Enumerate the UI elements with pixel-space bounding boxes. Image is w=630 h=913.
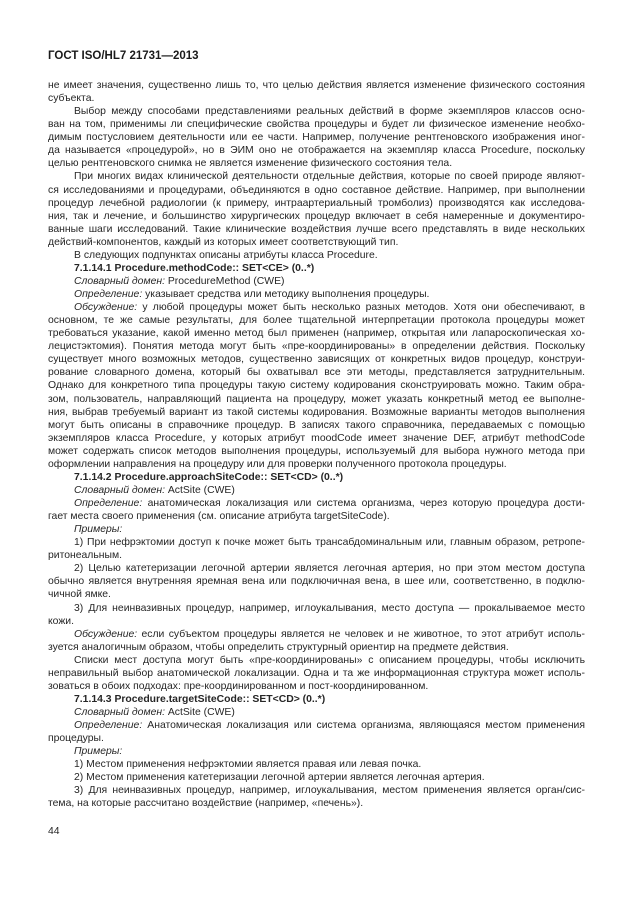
text-line: могут быть описаны в справочнике процедур. В записях такого справочника, передаваемых с помощью [48,419,585,431]
text-line [48,484,585,497]
text-span: если субъектом процедуры является не человек и не животное, то этот атрибут исполь- [137,628,585,640]
document-header: ГОСТ ISO/HL7 21731—2013 [48,50,199,62]
text-line: процедур лечебной радиологии (к примеру, интраартериальный тромболиз) производятся как исследова- [48,197,585,209]
text-line: зом, пользователь, направляющий пациента на процедуру, может указать конкретный метод ее выполне- [48,393,585,405]
text-line: ся исследованиями и процедурами, объединяются в одно составное действие. Например, при выполнении [48,184,585,196]
term-label: Определение: [74,720,143,732]
text-line: обычно является внутренняя яремная вена или подключичная вена, в шее или, соответственно, в подклю- [48,576,585,588]
text-line: 3) Для неинвазивных процедур, например, иглоукалывания, местом применения является орган/сис- [74,785,585,797]
text-line: требоваться указание, какой именно метод был применен (например, открытая или лапароскопическая хо- [48,328,585,340]
text-line: 1) При нефрэктомии доступ к почке может быть трансабдоминальным или, главным образом, ретропе- [74,537,585,549]
text-line: целью рентгеновского снимка не является изменение физического состояния тела. [48,158,453,170]
text-line [48,275,585,288]
text-line: не имеет значения, существенно лишь то, что целью действия является изменение физического состояния [48,80,585,91]
text-line: Однако для конкретного типа процедуры такую систему кодирования сконструировать можно. Таким обра- [48,380,585,392]
section-heading: 7.1.14.2 Procedure.approachSiteCode:: SET<CD> (0..*) [74,471,344,483]
document-body [48,79,585,811]
term-label: Словарный домен: [74,484,165,496]
text-line: ния, так и лечение, и большинство хирургических процедур включает в себя намеренные и документиро- [48,210,585,222]
text-line: 2) Целью катетеризации легочной артерии является легочная артерия, но при этом местом доступа [74,563,585,575]
term-label: Определение: [74,289,143,300]
text-line: может содержать список методов выполнения процедуры, используемый для выбора нужного метода при [48,445,585,457]
term-label: Словарный домен: [74,707,165,718]
text-line: действий-компонентов, каждый из которых имеет соответствующий тип. [48,236,399,248]
text-line: неправильный выбор анатомической локализации. Одна и та же информационная структура может исполь- [48,667,585,679]
text-span: ActSite (CWE) [164,707,235,718]
text-span: Анатомическая локализация или система организма, являющаяся местом применения [142,720,585,732]
text-line: экземпляров класса Procedure, у которых атрибут moodCode имеет значение DEF, атрибут methodCode [48,432,585,444]
text-line [48,301,585,314]
text-line [48,719,585,732]
text-line: кожи. [48,615,74,627]
text-line: зоваться в обоих подходах: пре-координированном и пост-координированном. [48,680,429,692]
term-label: Определение: [74,498,143,509]
text-span: ActSite (CWE) [164,484,235,496]
text-line: ритонеальным. [48,550,123,562]
page-number: 44 [48,826,60,837]
section-heading: 7.1.14.1 Procedure.methodCode:: SET<CE> (0..*) [74,262,315,274]
text-line: димым постусловием деятельности или ее части. Например, получение рентгеновского изображения иног- [48,132,585,144]
text-line [48,262,585,275]
text-line: рование словарного домена, который бы охватывал все эти методы, представляется затруднительным. [48,367,585,379]
text-line [48,497,585,510]
text-line: 2) Местом применения катетеризации легочной артерии является легочная артерия. [74,772,485,784]
text-line: Списки мест доступа могут быть «пре-координированы» с описанием процедуры, чтобы исключить [74,654,585,666]
text-line: субъекта. [48,93,95,105]
text-line [48,628,585,641]
text-line: да называется «процедурой», но в ЭИМ оно не отображается на экземпляр класса Procedure, поскольку [48,145,585,157]
term-label: Словарный домен: [74,275,165,287]
text-line: зуется аналогичным образом, чтобы определить структурный ориентир на предмете действия. [48,641,509,653]
text-line: тема, на которые рассчитано воздействие (например, «печень»). [48,798,364,810]
text-line: В следующих подпунктах описаны атрибуты класса Procedure. [74,249,378,261]
text-line: основном, те же самые результаты, для более тщательной интерпретации протокола процедуры может [48,315,585,327]
text-span: анатомическая локализация или система организма, через которую процедура дости- [142,498,585,509]
text-line: ния, выбрав требуемый вариант из такой системы кодирования. Возможные варианты методов выполнения [48,406,585,418]
text-span: ProcedureMethod (CWE) [164,275,285,287]
text-line: 1) Местом применения нефрэктомии является правая или левая почка. [74,759,422,771]
text-line [48,288,585,301]
text-line: процедуры. [48,733,104,745]
term-label: Примеры: [74,524,123,536]
text-line: существует много возможных методов, существенно зависящих от конкретных видов процедур, конструи- [48,354,585,366]
text-line: При многих видах клинической деятельности отдельные действия, которые по своей природе являют- [74,171,585,183]
text-line: ван на том, применимы ли специфические свойства процедуры и будет ли физическое изменение необхо- [48,119,585,131]
text-line: чичной ямке. [48,589,111,601]
text-line [48,745,585,758]
term-label: Примеры: [74,746,123,758]
text-line: гает места своего применения (см. описание атрибута targetSiteCode). [48,511,390,523]
term-label: Обсуждение: [74,302,138,314]
text-line: лецистэктомия). Понятия метода могут быть «пре-координированы» в определении действия. Поскольку [48,341,585,353]
text-line: 3) Для неинвазивных процедур, например, иглоукалывания, место доступа — прокалываемое место [74,602,585,614]
text-line: оформлении направления на процедуру или для проверки полученного протокола процедуры. [48,458,507,470]
text-span: у любой процедуры может быть несколько разных методов. Хотя они обеспечивают, в [137,302,585,314]
section-heading: 7.1.14.3 Procedure.targetSiteCode:: SET<CD> (0..*) [74,693,326,705]
text-line [48,706,585,719]
text-line [48,523,585,536]
text-span: указывает средства или методику выполнения процедуры. [142,289,430,300]
text-line: Выбор между способами представлениями реальных действий в форме экземпляров классов осно- [74,106,585,118]
text-line [48,693,585,706]
text-line: ванные шаги исследований. Такие клинические воздействия лучше всего представлять в виде нескольких [48,223,585,235]
text-line [48,471,585,484]
term-label: Обсуждение: [74,628,138,640]
